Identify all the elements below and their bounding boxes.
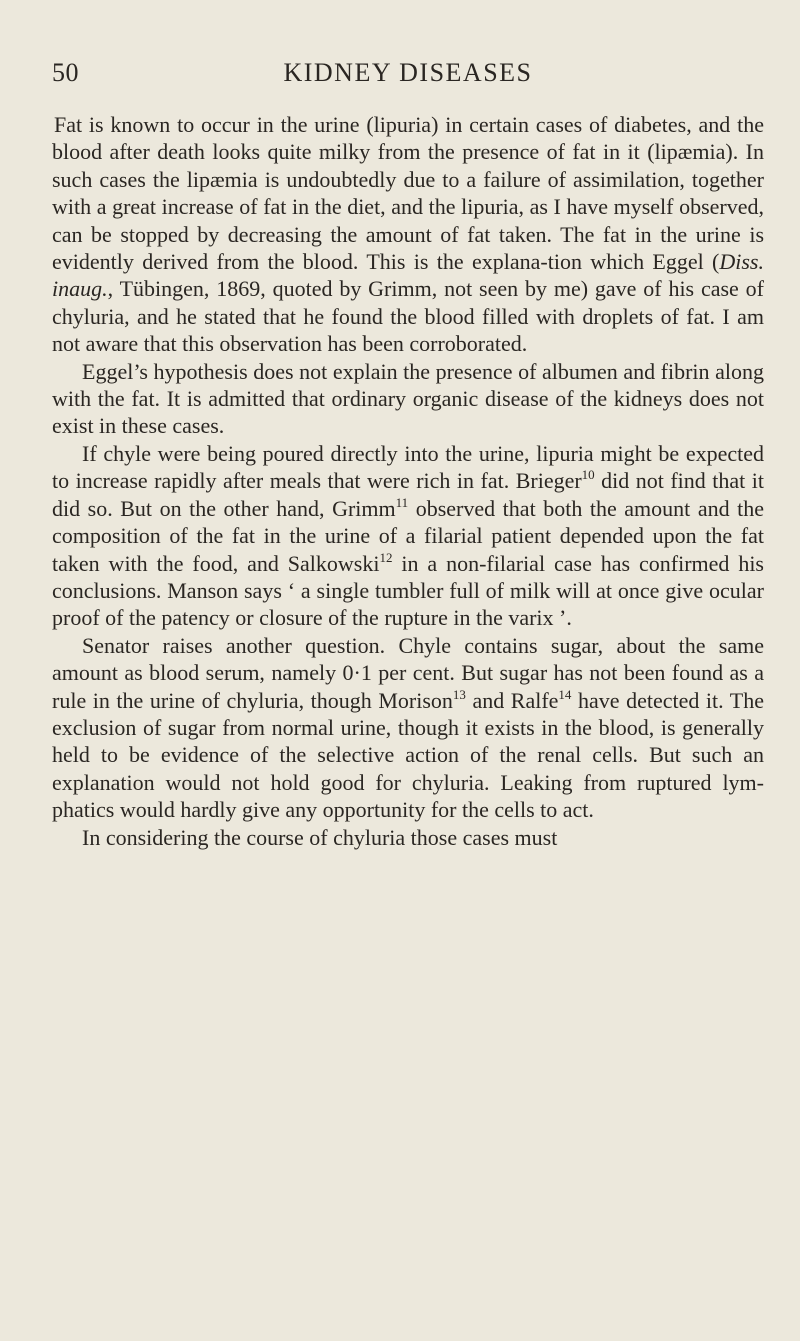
footnote-ref: 13 [452, 686, 466, 702]
text-run: in a non-filarial case has confirmed his conclusions. Manson says ‘ a single tumbler full of milk will at once give ocular proof of the patency or closure of the rupture in the varix ’. [52, 550, 764, 631]
text-run: Senator raises another question. Chyle contains sugar, about the same amount as blood serum, namely 0·1 per cent. But sugar has not been found as a rule in the urine of chyluria, though Morison [52, 632, 764, 713]
text-run: Fat is known to occur in the urine (lipuria) in certain cases of diabetes, and the blood after death looks quite milky from the presence of fat in it (lipæmia). In such cases the lipæmia is undoubtedly due to a failure of assimilation, together with a great increase of fat in the diet, and the lipuria, as I have myself observed, can be stopped by decreasing the amount of fat taken. The fat in the urine is evidently derived from the blood. This is the explana-tion which Eggel ( [52, 112, 764, 275]
footnote-ref: 11 [395, 494, 409, 510]
page-header [52, 58, 764, 98]
running-title: KIDNEY DISEASES [283, 58, 533, 87]
body-text [52, 111, 764, 851]
text-run: , Tübingen, 1869, quoted by Grimm, not seen by me) gave of his case of chyluria, and he stated that he found the blood filled with droplets of fat. I am not aware that this observation has been corroborated. [52, 276, 764, 357]
paragraph-eggel-hypothesis: Eggel’s hypothesis does not explain the presence of albumen and fibrin along with the fat. It is admitted that ordinary organic disease of the kidneys does not exist in these cases. [52, 358, 764, 439]
text-run: did not find that it did so. But on the other hand, Grimm [52, 468, 764, 521]
paragraph-course-of-chyluria: In considering the course of chyluria those cases must [82, 824, 558, 850]
paragraph-senator-sugar [52, 632, 764, 824]
text-run: observed that both the amount and the composition of the fat in the urine of a filarial patient depended upon the fat taken with the food, and Salkowski [52, 495, 765, 576]
footnote-ref: 12 [379, 549, 393, 565]
page-number: 50 [52, 58, 79, 87]
paragraph-chyle-meals [52, 440, 764, 632]
paragraph-lipuria [52, 111, 764, 358]
footnote-ref: 10 [581, 467, 595, 483]
text-run: have detected it. The exclusion of sugar from normal urine, though it exists in the blood, is generally held to be evidence of the selective action of the renal cells. But such an explanation would not hold good for chyluria. Leaking from ruptured lym-phatics would hardly give any opportunity for the cells to act. [52, 687, 765, 823]
citation-title: Diss. inaug. [52, 249, 764, 302]
footnote-ref: 14 [558, 686, 572, 702]
text-run: If chyle were being poured directly into the urine, lipuria might be expected to increase rapidly after meals that were rich in fat. Brieger [52, 440, 764, 494]
text-run: and Ralfe [465, 687, 559, 713]
